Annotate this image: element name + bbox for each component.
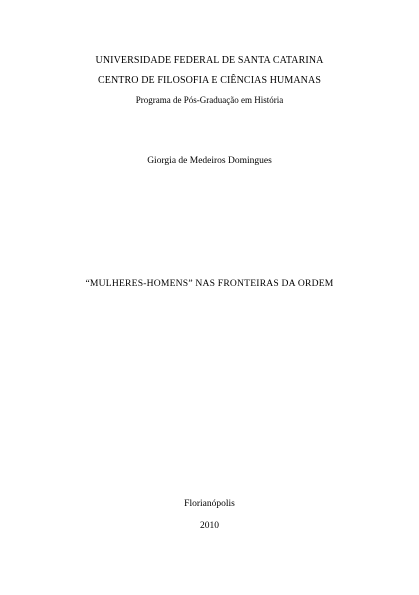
university-name: UNIVERSIDADE FEDERAL DE SANTA CATARINA <box>95 55 324 66</box>
center-name: CENTRO DE FILOSOFIA E CIÊNCIAS HUMANAS <box>98 75 321 86</box>
program-name: Programa de Pós-Graduação em História <box>135 95 284 105</box>
author-name: Giorgia de Medeiros Domingues <box>147 156 272 166</box>
document-title: “MULHERES-HOMENS” NAS FRONTEIRAS DA ORDEM <box>85 278 334 289</box>
year: 2010 <box>200 521 219 531</box>
city: Florianópolis <box>184 499 235 509</box>
